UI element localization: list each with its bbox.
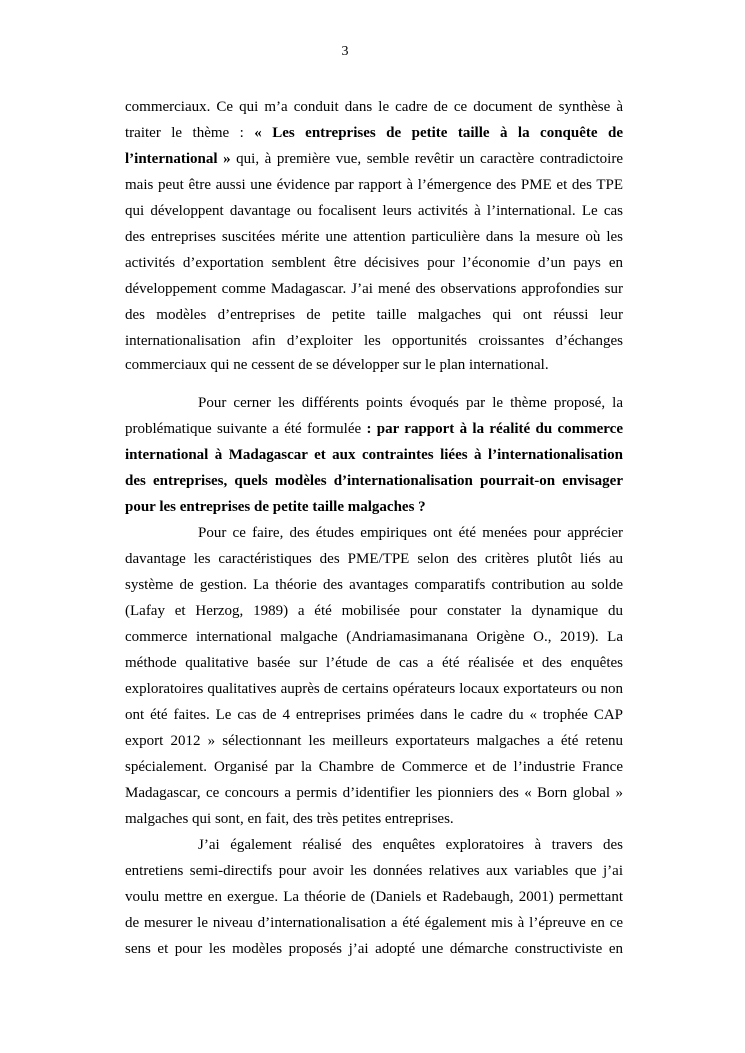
text-line bbox=[198, 394, 623, 412]
text-line bbox=[125, 706, 623, 724]
text-line bbox=[125, 98, 623, 116]
bold-text: « Les entreprises de petite taille à la conquête de bbox=[254, 125, 623, 141]
text-line bbox=[125, 810, 623, 828]
text-run: des entreprises suscitées mérite une attention particulière dans la mesure où les bbox=[125, 229, 623, 245]
text-run: commerciaux. Ce qui m’a conduit dans le cadre de ce document de synthèse à bbox=[125, 99, 623, 115]
text-line bbox=[125, 332, 623, 350]
text-line bbox=[198, 524, 623, 542]
text-line bbox=[125, 228, 623, 246]
text-line bbox=[125, 472, 623, 490]
text-line bbox=[125, 176, 623, 194]
text-line bbox=[125, 732, 623, 750]
text-run: Pour cerner les différents points évoqués par le thème proposé, la bbox=[198, 395, 623, 411]
text-run: export 2012 » sélectionnant les meilleurs exportateurs malgaches a été retenu bbox=[125, 733, 623, 749]
text-run: exploratoires qualitatives auprès de certains opérateurs locaux exportateurs ou non bbox=[125, 681, 623, 697]
text-run: malgaches qui sont, en fait, des très petites entreprises. bbox=[125, 811, 454, 827]
text-line bbox=[125, 202, 623, 220]
text-line bbox=[125, 446, 623, 464]
bold-text: international à Madagascar et aux contraintes liées à l’internationalisation bbox=[125, 447, 623, 463]
text-line bbox=[125, 628, 623, 646]
bold-text: l’international » bbox=[125, 151, 231, 167]
text-run: davantage les caractéristiques des PME/TPE selon des critères plutôt liés au bbox=[125, 551, 623, 567]
text-run: traiter le thème : bbox=[125, 125, 255, 141]
text-run: (Lafay et Herzog, 1989) a été mobilisée pour constater la dynamique du bbox=[125, 603, 623, 619]
text-run: ont été faites. Le cas de 4 entreprises primées dans le cadre du « trophée CAP bbox=[125, 707, 623, 723]
text-line bbox=[125, 680, 623, 698]
text-line bbox=[125, 602, 623, 620]
text-line bbox=[125, 498, 623, 516]
text-line bbox=[125, 356, 623, 374]
page-number: 3 bbox=[341, 44, 349, 59]
text-line bbox=[125, 914, 623, 932]
text-run: Pour ce faire, des études empiriques ont été menées pour apprécier bbox=[198, 525, 623, 541]
text-line bbox=[125, 150, 623, 168]
text-line bbox=[125, 280, 623, 298]
text-run: qui développent davantage ou focalisent leurs activités à l’international. Le cas bbox=[125, 203, 623, 219]
text-run: développement comme Madagascar. J’ai mené des observations approfondies sur bbox=[125, 281, 623, 297]
text-run: méthode qualitative basée sur l’étude de cas a été réalisée et des enquêtes bbox=[125, 655, 623, 671]
text-run: qui, à première vue, semble revêtir un caractère contradictoire bbox=[230, 151, 624, 167]
text-line bbox=[198, 836, 623, 854]
text-run: spécialement. Organisé par la Chambre de Commerce et de l’industrie France bbox=[125, 759, 623, 775]
text-run: activités d’exportation semblent être décisives pour l’économie d’un pays en bbox=[125, 255, 623, 271]
text-line bbox=[125, 550, 623, 568]
bold-text: pour les entreprises de petite taille malgaches ? bbox=[125, 499, 426, 515]
text-line bbox=[125, 888, 623, 906]
text-run: mais peut être aussi une évidence par rapport à l’émergence des PME et des TPE bbox=[125, 177, 623, 193]
text-run: voulu mettre en exergue. La théorie de (Daniels et Radebaugh, 2001) permettant bbox=[125, 889, 623, 905]
text-line bbox=[125, 576, 623, 594]
text-line bbox=[125, 784, 623, 802]
text-line bbox=[125, 254, 623, 272]
text-line bbox=[125, 654, 623, 672]
text-run: internationalisation afin d’exploiter les opportunités croissantes d’échanges bbox=[125, 333, 623, 349]
text-line bbox=[125, 420, 623, 438]
text-run: sens et pour les modèles proposés j’ai adopté une démarche constructiviste en bbox=[125, 941, 623, 957]
bold-text: des entreprises, quels modèles d’internationalisation pourrait-on envisager bbox=[125, 473, 623, 489]
text-run: entretiens semi-directifs pour avoir les données relatives aux variables que j’ai bbox=[125, 863, 623, 879]
text-run: problématique suivante a été formulée bbox=[125, 421, 367, 437]
text-run: des modèles d’entreprises de petite taille malgaches qui ont réussi leur bbox=[125, 307, 623, 323]
text-line bbox=[125, 862, 623, 880]
bold-text: : par rapport à la réalité du commerce bbox=[366, 421, 623, 437]
text-run: commerce international malgache (Andriamasimanana Origène O., 2019). La bbox=[125, 629, 623, 645]
text-line bbox=[125, 940, 623, 958]
text-run: système de gestion. La théorie des avantages comparatifs contribution au solde bbox=[125, 577, 623, 593]
text-line bbox=[125, 306, 623, 324]
text-run: J’ai également réalisé des enquêtes exploratoires à travers des bbox=[198, 837, 623, 853]
text-line bbox=[125, 758, 623, 776]
text-run: de mesurer le niveau d’internationalisation a été également mis à l’épreuve en ce bbox=[125, 915, 623, 931]
text-run: commerciaux qui ne cessent de se développer sur le plan international. bbox=[125, 357, 549, 373]
text-run: Madagascar, ce concours a permis d’identifier les pionniers des « Born global » bbox=[125, 785, 623, 801]
text-line bbox=[125, 124, 623, 142]
